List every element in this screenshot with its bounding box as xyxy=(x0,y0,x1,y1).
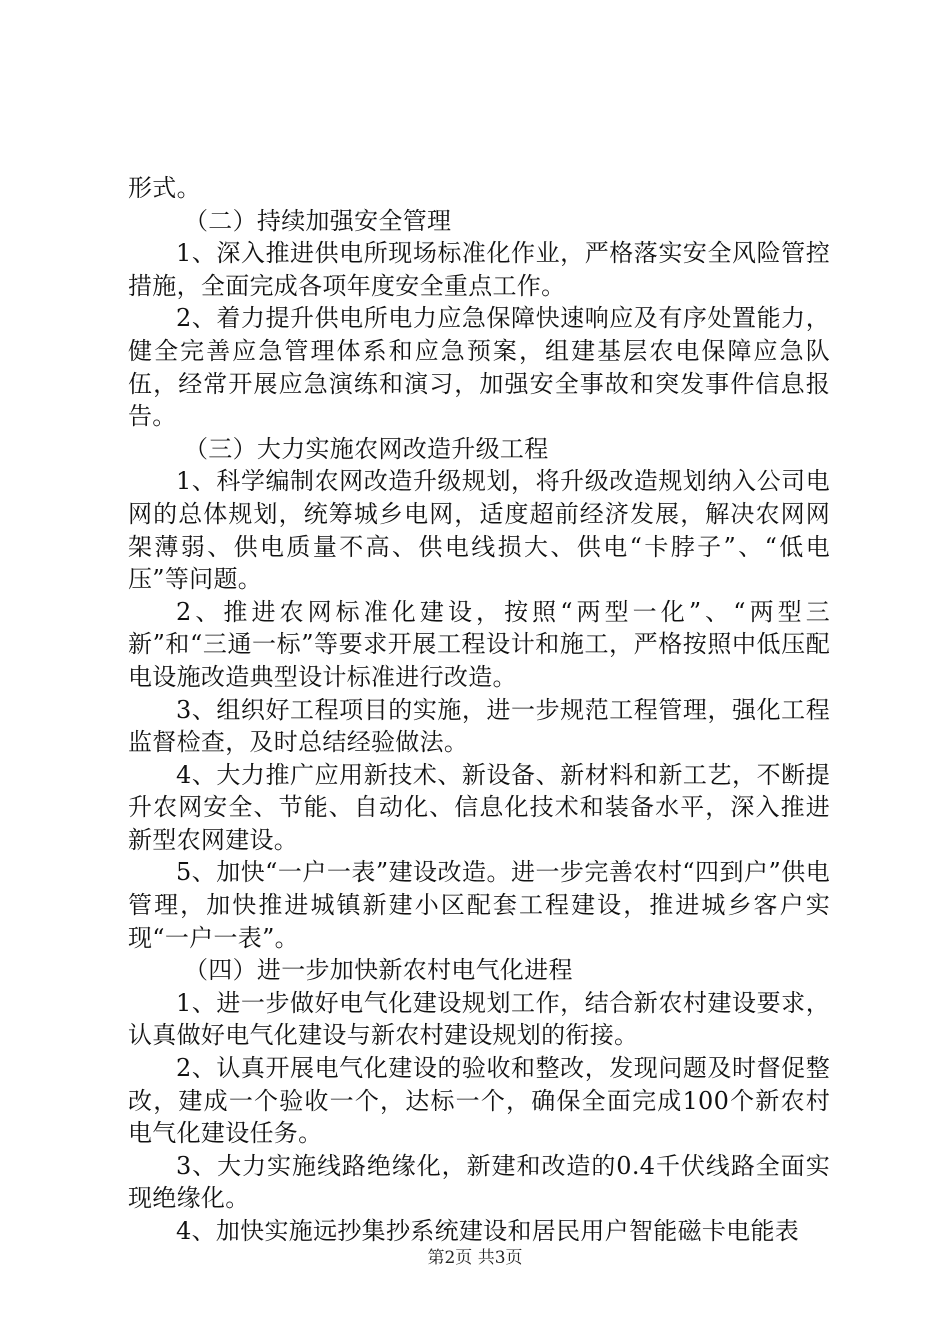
section-heading-3: （三）大力实施农网改造升级工程 xyxy=(184,434,549,463)
document-body xyxy=(128,172,830,1248)
paragraph: 3、组织好工程项目的实施，进一步规范工程管理，强化工程监督检查，及时总结经验做法。 xyxy=(128,695,830,757)
paragraph: 4、加快实施远抄集抄系统建设和居民用户智能磁卡电能表 xyxy=(176,1217,800,1245)
paragraph: 1、进一步做好电气化建设规划工作，结合新农村建设要求，认真做好电气化建设与新农村建设规划的衔接。 xyxy=(128,988,830,1050)
section-heading-2: （二）持续加强安全管理 xyxy=(184,206,452,235)
paragraph-continuation: 形式。 xyxy=(128,174,201,202)
paragraph: 5、加快“一户一表”建设改造。进一步完善农村“四到户”供电管理，加快推进城镇新建小区配套工程建设，推进城乡客户实现“一户一表”。 xyxy=(128,858,830,952)
page-number-footer: 第2页 共3页 xyxy=(427,1248,523,1268)
paragraph: 1、深入推进供电所现场标准化作业，严格落实安全风险管控措施，全面完成各项年度安全重点工作。 xyxy=(128,239,830,300)
paragraph: 2、推进农网标准化建设，按照“两型一化”、“两型三新”和“三通一标”等要求开展工程设计和施工，严格按照中低压配电设施改造典型设计标准进行改造。 xyxy=(128,597,830,691)
paragraph: 1、科学编制农网改造升级规划，将升级改造规划纳入公司电网的总体规划，统筹城乡电网，适度超前经济发展，解决农网网架薄弱、供电质量不高、供电线损大、供电“卡脖子”、“低电压”等问题。 xyxy=(128,467,830,594)
paragraph: 4、大力推广应用新技术、新设备、新材料和新工艺，不断提升农网安全、节能、自动化、信息化技术和装备水平，深入推进新型农网建设。 xyxy=(128,760,830,854)
section-heading-4: （四）进一步加快新农村电气化进程 xyxy=(184,956,573,985)
paragraph: 2、认真开展电气化建设的验收和整改，发现问题及时督促整改，建成一个验收一个，达标一个，确保全面完成100个新农村电气化建设任务。 xyxy=(128,1054,830,1148)
paragraph: 2、着力提升供电所电力应急保障快速响应及有序处置能力，健全完善应急管理体系和应急预案，组建基层农电保障应急队伍，经常开展应急演练和演习，加强安全事故和突发事件信息报告。 xyxy=(128,304,830,431)
paragraph: 3、大力实施线路绝缘化，新建和改造的0.4千伏线路全面实现绝缘化。 xyxy=(128,1151,830,1213)
